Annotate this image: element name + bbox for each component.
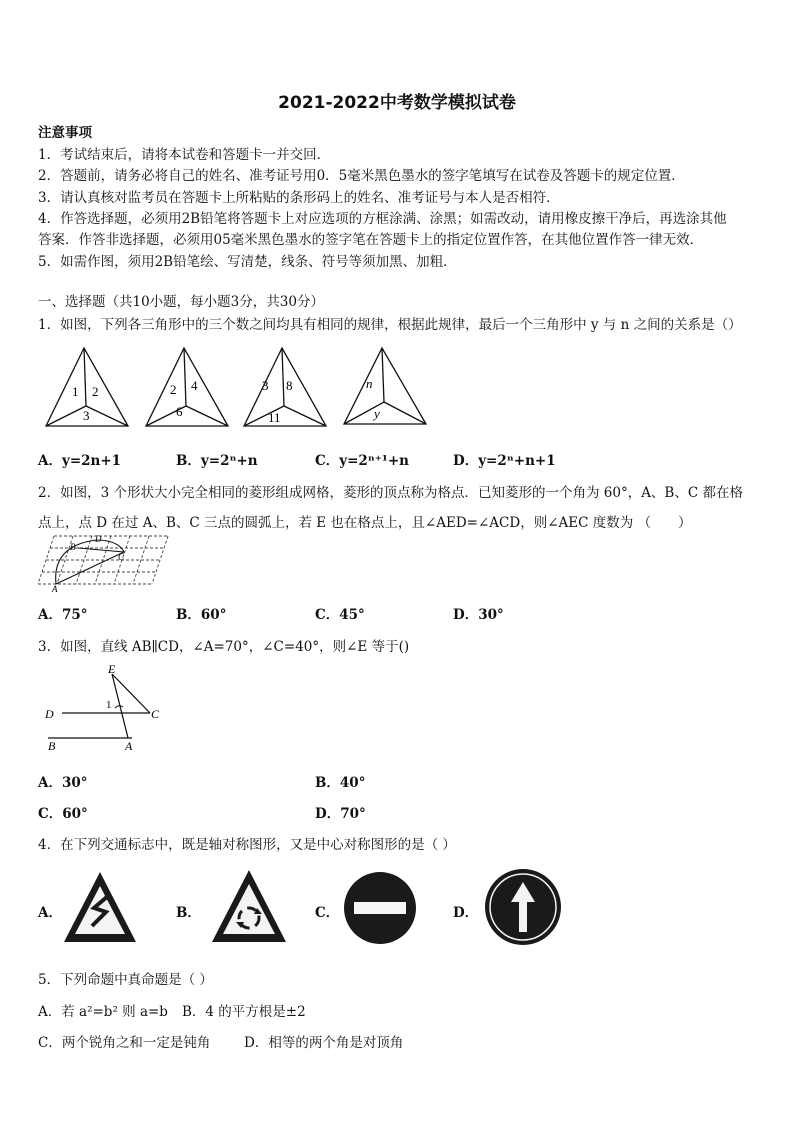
triangle-number: 8 <box>286 378 293 393</box>
angle-label: 1 <box>106 699 112 711</box>
question-3-stem: 3．如图，直线 AB∥CD，∠A=70°，∠C=40°，则∠E 等于() <box>38 639 410 655</box>
option-d[interactable]: D．30° <box>453 607 504 623</box>
triangle-number: 6 <box>176 404 183 419</box>
option-a[interactable]: A．y=2n+1 <box>38 453 122 469</box>
option-a[interactable]: A．若 a²=b² 则 a=b <box>38 1004 168 1020</box>
option-d[interactable]: D．70° <box>315 806 366 822</box>
point-label: B <box>48 739 56 753</box>
triangle-variable: y <box>374 406 380 421</box>
notice-item: 3．请认真核对监考员在答题卡上所粘贴的条形码上的姓名、准考证号与本人是否相符． <box>38 190 560 206</box>
question-2-stem-line-2: 点上，点 D 在过 A、B、C 三点的圆弧上，若 E 也在格点上，且∠AED=∠ACD，则∠AEC 度数为 （ ） <box>38 515 692 531</box>
double-bend-sign-icon <box>62 870 138 944</box>
option-a[interactable]: A．75° <box>38 607 88 623</box>
option-b[interactable]: B．4 的平方根是±2 <box>182 1004 306 1020</box>
option-c[interactable]: C．两个锐角之和一定是钝角 <box>38 1035 211 1051</box>
question-5-stem: 5．下列命题中真命题是（ ） <box>38 972 213 988</box>
no-entry-sign-icon <box>342 870 420 946</box>
triangle-number: 3 <box>262 378 269 393</box>
point-label: D <box>45 707 54 721</box>
option-c[interactable]: C．45° <box>315 607 365 623</box>
notice-item: 2．答题前，请务必将自己的姓名、准考证号用0．5毫米黑色墨水的签字笔填写在试卷及答题卡的规定位置． <box>38 168 685 184</box>
option-d[interactable]: D． <box>453 905 479 921</box>
triangle-number: 4 <box>191 378 198 393</box>
rhombus-grid-figure <box>38 532 170 592</box>
option-b[interactable]: B．60° <box>176 607 227 623</box>
question-2-stem-line-1: 2．如图，3 个形状大小完全相同的菱形组成网格，菱形的顶点称为格点．已知菱形的一个角为 60°，A、B、C 都在格 <box>38 485 743 501</box>
triangle-figure-1 <box>40 344 140 430</box>
triangle-number: 11 <box>268 410 281 425</box>
option-b[interactable]: B． <box>176 905 201 921</box>
triangle-figure-4 <box>338 344 438 430</box>
straight-ahead-arrow-sign-icon <box>484 868 562 946</box>
option-c[interactable]: C． <box>315 905 340 921</box>
option-b[interactable]: B．40° <box>315 775 366 791</box>
notice-item: 5．如需作图，须用2B铅笔绘、写清楚，线条、符号等须加黑、加粗． <box>38 254 457 270</box>
roundabout-sign-icon <box>210 868 288 944</box>
point-label: A <box>125 739 133 753</box>
option-a[interactable]: A． <box>38 905 62 921</box>
triangle-number: 2 <box>170 382 177 397</box>
point-label: B <box>70 542 76 552</box>
notice-item: 答案．作答非选择题，必须用05毫米黑色墨水的签字笔在答题卡上的指定位置作答，在其他位置作答一律无效． <box>38 232 704 248</box>
page-title: 2021-2022中考数学模拟试卷 <box>278 93 516 113</box>
point-label: E <box>108 662 116 676</box>
point-label: A <box>52 584 58 594</box>
notice-item: 1．考试结束后，请将本试卷和答题卡一并交回． <box>38 147 331 163</box>
triangle-figure-2 <box>140 344 240 430</box>
triangle-number: 1 <box>72 384 79 399</box>
option-c[interactable]: C．y=2ⁿ⁺¹+n <box>315 453 409 469</box>
option-b[interactable]: B．y=2ⁿ+n <box>176 453 258 469</box>
point-label: D <box>95 534 102 544</box>
question-4-stem: 4．在下列交通标志中，既是轴对称图形，又是中心对称图形的是（ ） <box>38 837 456 853</box>
option-d[interactable]: D．相等的两个角是对顶角 <box>244 1035 404 1051</box>
parallel-lines-figure <box>40 664 170 756</box>
section-heading: 一、选择题（共10小题，每小题3分，共30分） <box>38 294 324 310</box>
point-label: C <box>151 707 160 721</box>
triangle-number: 2 <box>92 384 99 399</box>
triangle-figure-3 <box>238 344 338 430</box>
option-d[interactable]: D．y=2ⁿ+n+1 <box>453 453 556 469</box>
triangle-number: 3 <box>83 408 90 423</box>
option-c[interactable]: C．60° <box>38 806 88 822</box>
option-a[interactable]: A．30° <box>38 775 88 791</box>
question-1-stem: 1．如图，下列各三角形中的三个数之间均具有相同的规律，根据此规律，最后一个三角形中 y 与 n 之间的关系是（） <box>38 317 742 333</box>
notice-heading: 注意事项 <box>38 125 92 141</box>
notice-item: 4．作答选择题，必须用2B铅笔将答题卡上对应选项的方框涂满、涂黑；如需改动，请用橡皮擦干净后，再选涂其他 <box>38 211 727 227</box>
point-label: C <box>118 552 125 562</box>
triangle-variable: n <box>366 376 373 391</box>
